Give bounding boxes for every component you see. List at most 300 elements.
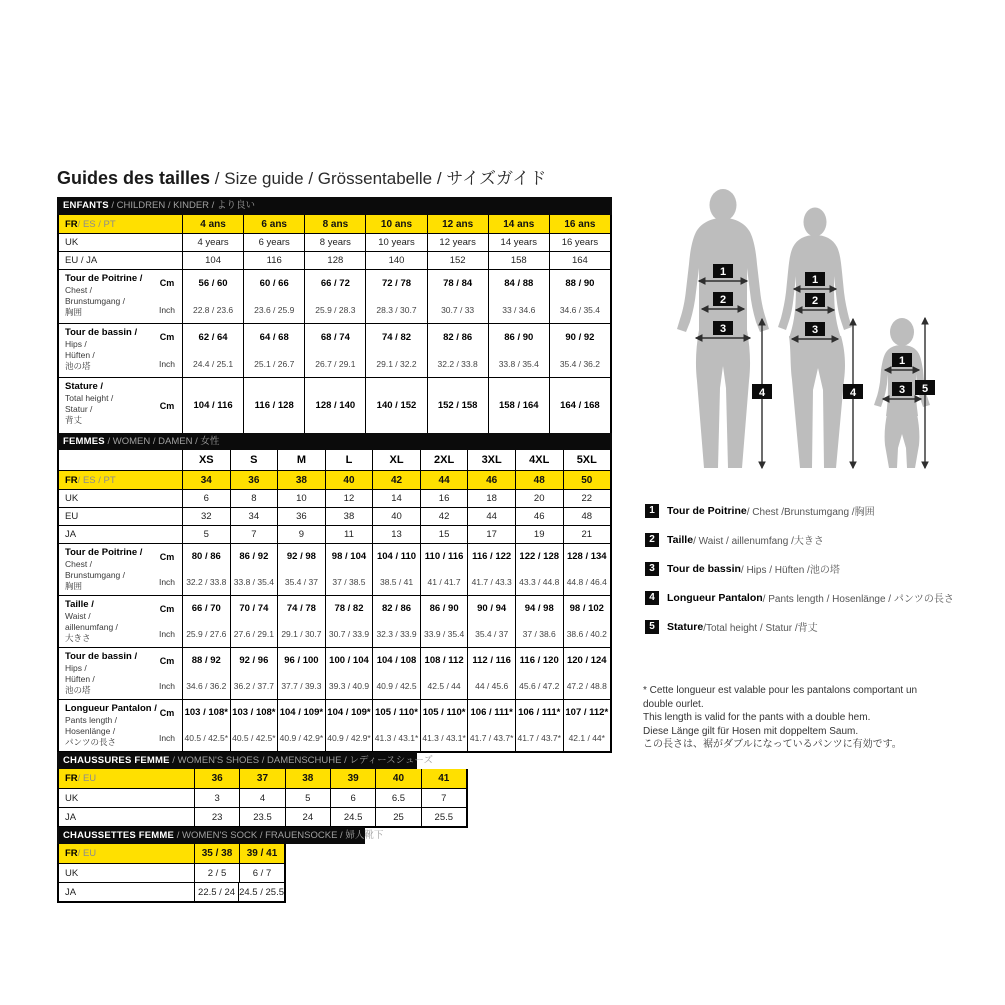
enfants-euja-row	[59, 251, 610, 269]
cm-value-cell: 70 / 74	[230, 596, 278, 622]
size-cell: 24	[285, 808, 330, 826]
unit-column	[152, 596, 182, 647]
row-label-main: UK	[65, 867, 79, 879]
measure-name: Tour de Poitrine /	[65, 273, 143, 284]
cm-value-cell: 86 / 90	[420, 596, 468, 622]
cm-value-cell: 122 / 128	[515, 544, 563, 570]
size-cell: 42	[372, 471, 420, 489]
inch-value-cell: 27.6 / 29.1	[230, 622, 278, 648]
inch-value-cell: 40.5 / 42.5*	[182, 726, 230, 752]
size-cell: 48	[515, 471, 563, 489]
size-cell: 15	[420, 526, 468, 543]
row-label-main: JA	[65, 811, 77, 823]
inch-value-cell: 41.7 / 43.7*	[515, 726, 563, 752]
cm-value-cell: 116 / 122	[467, 544, 515, 570]
inch-value-cell: 40.9 / 42.5	[372, 674, 420, 700]
inch-value-cell: 41.7 / 43.3	[467, 570, 515, 596]
legend-number-badge: 1	[645, 504, 659, 518]
cm-values-row	[182, 596, 610, 622]
inch-value-cell: 25.9 / 27.6	[182, 622, 230, 648]
socks-ja-row	[59, 882, 284, 901]
size-cell: 4 years	[182, 234, 243, 251]
cm-value-cell: 86 / 92	[230, 544, 278, 570]
legend-item	[645, 619, 954, 634]
cm-value-cell: 88 / 90	[549, 270, 610, 297]
measure-translation-line: Hips /	[65, 663, 87, 673]
inch-value-cell: 24.4 / 25.1	[182, 351, 243, 378]
measure-label	[59, 648, 152, 699]
cm-value-cell: 104 / 116	[182, 378, 243, 433]
unit-cm-label: Cm	[159, 278, 175, 289]
size-letter-cell: XL	[372, 450, 420, 470]
size-cell: 42	[420, 508, 468, 525]
size-cell: 23	[194, 808, 239, 826]
legend-term: Tour de Poitrine	[667, 504, 747, 517]
femmes-uk-cells	[182, 490, 610, 507]
size-cell: 14 years	[488, 234, 549, 251]
legend-item	[645, 503, 954, 518]
measure-translation-line: Hosenlänge /	[65, 726, 116, 736]
size-cell: 44	[467, 508, 515, 525]
measure-translation-line: aillenumfang /	[65, 622, 118, 632]
row-label-main: FR	[65, 848, 78, 859]
inch-value-cell: 38.6 / 40.2	[563, 622, 611, 648]
table-shoes	[57, 752, 468, 828]
row-label	[59, 471, 182, 489]
legend-translations: / Chest /Brunstumgang /胸囲	[746, 507, 875, 518]
cm-value-cell: 78 / 82	[325, 596, 373, 622]
femmes-uk-row	[59, 489, 610, 507]
measure-translation-line: Hüften /	[65, 350, 95, 360]
unit-inch-label: Inch	[158, 304, 176, 315]
unit-cm-label: Cm	[159, 332, 175, 343]
cm-value-cell: 128 / 140	[304, 378, 365, 433]
row-label	[59, 883, 194, 901]
legend-number-badge: 5	[645, 620, 659, 634]
measure-translation-line: 胸囲	[65, 581, 83, 591]
size-cell: 12 ans	[427, 215, 488, 233]
cm-value-cell: 104 / 110	[372, 544, 420, 570]
cm-value-cell: 105 / 110*	[420, 700, 468, 726]
size-cell: 6 years	[243, 234, 304, 251]
size-letter-cell: S	[230, 450, 278, 470]
size-cell: 116	[243, 252, 304, 269]
measurement-legend	[645, 503, 954, 634]
measure-label	[59, 270, 152, 323]
row-label-sub: / EU	[77, 773, 97, 784]
size-cell: 37	[239, 769, 284, 788]
legend-translations: / Waist / aillenumfang /大きさ	[693, 536, 824, 547]
measure-translation-line: 池の塔	[65, 685, 91, 695]
inch-value-cell: 30.7 / 33	[427, 297, 488, 324]
size-cell: 40	[372, 508, 420, 525]
footnote-line: double ourlet.	[643, 698, 704, 710]
cm-value-cell: 66 / 72	[304, 270, 365, 297]
cm-value-cell: 74 / 82	[365, 324, 426, 351]
size-cell: 6.5	[375, 789, 420, 807]
cm-value-cell: 107 / 112*	[563, 700, 611, 726]
cm-value-cell: 62 / 64	[182, 324, 243, 351]
inch-value-cell: 37.7 / 39.3	[277, 674, 325, 700]
size-cell: 40	[375, 769, 420, 788]
socks-header-bar	[57, 827, 384, 844]
size-cell: 164	[549, 252, 610, 269]
cm-value-cell: 78 / 84	[427, 270, 488, 297]
measure-values	[182, 378, 610, 433]
size-cell: 7	[230, 526, 278, 543]
measure-label	[59, 324, 152, 377]
row-label	[59, 215, 182, 233]
size-cell: 10 ans	[365, 215, 426, 233]
femmes-header-bar	[57, 433, 612, 450]
size-cell: 11	[325, 526, 373, 543]
femmes-eu-cells	[182, 508, 610, 525]
inch-value-cell: 22.8 / 23.6	[182, 297, 243, 324]
cm-value-cell: 103 / 108*	[182, 700, 230, 726]
cm-value-cell: 120 / 124	[563, 648, 611, 674]
measure-translation-line: 大きさ	[65, 633, 91, 643]
size-cell: 41	[421, 769, 466, 788]
row-label-sub: / EU	[77, 848, 97, 859]
row-label	[59, 450, 182, 470]
row-label-main: UK	[65, 493, 79, 504]
size-cell: 12 years	[427, 234, 488, 251]
femmes-ja-row	[59, 525, 610, 543]
size-cell: 38	[277, 471, 325, 489]
unit-inch-label: Inch	[158, 629, 176, 640]
femmes-ja-cells	[182, 526, 610, 543]
row-label-main: EU / JA	[65, 255, 98, 266]
cm-value-cell: 128 / 134	[563, 544, 611, 570]
cm-value-cell: 72 / 78	[365, 270, 426, 297]
measure-name: Longueur Pantalon /	[65, 703, 157, 714]
measure-block	[59, 543, 610, 595]
measure-values	[182, 270, 610, 323]
cm-value-cell: 108 / 112	[420, 648, 468, 674]
row-label	[59, 808, 194, 826]
inch-value-cell: 32.2 / 33.8	[427, 351, 488, 378]
size-cell: 140	[365, 252, 426, 269]
size-cell: 46	[467, 471, 515, 489]
badge-number: 3	[719, 323, 727, 335]
table-femmes	[57, 433, 612, 753]
table-enfants	[57, 197, 612, 435]
cm-value-cell: 152 / 158	[427, 378, 488, 433]
size-cell: 36	[230, 471, 278, 489]
row-label-main: FR	[65, 773, 78, 784]
unit-column	[152, 648, 182, 699]
cm-value-cell: 86 / 90	[488, 324, 549, 351]
inch-values-row	[182, 297, 610, 324]
badge-number: 1	[898, 355, 906, 367]
cm-value-cell: 92 / 98	[277, 544, 325, 570]
legend-term: Tour de bassin	[667, 562, 741, 575]
socks-uk-cells	[194, 864, 284, 882]
unit-inch-label: Inch	[158, 577, 176, 588]
size-cell: 39 / 41	[239, 844, 284, 863]
size-cell: 104	[182, 252, 243, 269]
size-cell: 22	[563, 490, 611, 507]
legend-translations: / Pants length / Hosenlänge / パンツの長さ	[762, 594, 954, 605]
socks-fr-cells	[194, 844, 284, 863]
size-cell: 48	[563, 508, 611, 525]
size-cell: 14	[372, 490, 420, 507]
measure-label	[59, 378, 152, 433]
femmes-fr-cells	[182, 471, 610, 489]
cm-values-row	[182, 378, 610, 433]
socks-ja-cells	[194, 883, 284, 901]
cm-value-cell: 104 / 108	[372, 648, 420, 674]
measure-label	[59, 596, 152, 647]
unit-column	[152, 324, 182, 377]
measure-translation-line: Statur /	[65, 404, 93, 414]
shoes-fr-cells	[194, 769, 466, 788]
socks-header-subtitle: / WOMEN'S SOCK / FRAUENSOCKE / 婦人靴下	[174, 830, 384, 841]
inch-values-row	[182, 351, 610, 378]
size-cell: 3	[194, 789, 239, 807]
measure-translation-line: Hips /	[65, 339, 87, 349]
unit-cm-label: Cm	[159, 400, 175, 411]
shoes-uk-row	[59, 788, 466, 807]
inch-value-cell: 34.6 / 36.2	[182, 674, 230, 700]
row-label-sub: / ES / PT	[77, 218, 116, 230]
unit-column	[152, 270, 182, 323]
measure-block	[59, 595, 610, 647]
measure-translation-line: Hüften /	[65, 674, 95, 684]
measure-values	[182, 700, 610, 751]
size-cell: 8	[230, 490, 278, 507]
unit-cm-label: Cm	[159, 655, 175, 666]
cm-value-cell: 60 / 66	[243, 270, 304, 297]
cm-value-cell: 98 / 104	[325, 544, 373, 570]
inch-value-cell: 35.4 / 37	[277, 570, 325, 596]
legend-number-badge: 2	[645, 533, 659, 547]
size-cell: 17	[467, 526, 515, 543]
measure-values	[182, 648, 610, 699]
size-cell: 38	[325, 508, 373, 525]
inch-value-cell: 43.3 / 44.8	[515, 570, 563, 596]
size-cell: 10	[277, 490, 325, 507]
inch-values-row	[182, 570, 610, 596]
measure-translation-line: 胸囲	[65, 307, 83, 317]
enfants-uk-row	[59, 233, 610, 251]
enfants-header-bar	[57, 197, 612, 215]
page-title-main: Guides des tailles	[57, 168, 211, 188]
cm-value-cell: 90 / 94	[467, 596, 515, 622]
size-cell: 39	[330, 769, 375, 788]
inch-value-cell: 37 / 38.5	[325, 570, 373, 596]
size-cell: 34	[182, 471, 230, 489]
size-cell: 13	[372, 526, 420, 543]
femmes-header-subtitle: / WOMEN / DAMEN / 女性	[104, 436, 220, 447]
legend-item	[645, 590, 954, 605]
row-label	[59, 789, 194, 807]
inch-value-cell: 33.8 / 35.4	[488, 351, 549, 378]
cm-value-cell: 164 / 168	[549, 378, 610, 433]
inch-value-cell: 32.2 / 33.8	[182, 570, 230, 596]
cm-value-cell: 88 / 92	[182, 648, 230, 674]
cm-value-cell: 100 / 104	[325, 648, 373, 674]
legend-translations: / Hips / Hüften /池の塔	[740, 565, 840, 576]
shoes-grid	[57, 769, 468, 828]
inch-value-cell: 33.8 / 35.4	[230, 570, 278, 596]
cm-value-cell: 140 / 152	[365, 378, 426, 433]
legend-term: Stature	[667, 620, 704, 633]
measure-translation-line: 背丈	[65, 415, 83, 425]
footnote-line: Diese Länge gilt für Hosen mit doppeltem Saum.	[643, 725, 859, 737]
size-cell: 23.5	[239, 808, 284, 826]
measure-translation-line: Chest /	[65, 285, 92, 295]
cm-value-cell: 92 / 96	[230, 648, 278, 674]
footnote-line: This length is valid for the pants with a double hem.	[643, 712, 871, 723]
size-cell: 9	[277, 526, 325, 543]
table-socks	[57, 827, 384, 903]
cm-values-row	[182, 700, 610, 726]
inch-value-cell: 42.5 / 44	[420, 674, 468, 700]
stature-block	[59, 377, 610, 433]
shoes-ja-cells	[194, 808, 466, 826]
cm-value-cell: 66 / 70	[182, 596, 230, 622]
femmes-header-title: FEMMES	[63, 436, 105, 447]
inch-value-cell: 39.3 / 40.9	[325, 674, 373, 700]
socks-grid	[57, 844, 286, 903]
page-title	[57, 164, 546, 189]
size-cell: 36	[277, 508, 325, 525]
size-letter-cell: 2XL	[420, 450, 468, 470]
size-cell: 6	[330, 789, 375, 807]
size-cell: 10 years	[365, 234, 426, 251]
row-label-main: UK	[65, 792, 79, 804]
size-cell: 20	[515, 490, 563, 507]
cm-value-cell: 94 / 98	[515, 596, 563, 622]
cm-values-row	[182, 270, 610, 297]
enfants-header-title: ENFANTS	[63, 200, 109, 211]
size-cell: 24.5	[330, 808, 375, 826]
size-cell: 21	[563, 526, 611, 543]
row-label	[59, 769, 194, 788]
shoes-fr-row	[59, 769, 466, 788]
socks-header-title: CHAUSSETTES FEMME	[63, 830, 175, 841]
size-cell: 7	[421, 789, 466, 807]
unit-cm-label: Cm	[159, 603, 175, 614]
badge-number: 2	[811, 295, 819, 307]
size-letter-cell: L	[325, 450, 373, 470]
cm-value-cell: 112 / 116	[467, 648, 515, 674]
cm-value-cell: 82 / 86	[372, 596, 420, 622]
legend-item	[645, 561, 954, 576]
cm-value-cell: 104 / 109*	[325, 700, 373, 726]
femmes-sizes-cells	[182, 450, 610, 470]
femmes-sizes-row	[59, 450, 610, 470]
cm-value-cell: 80 / 86	[182, 544, 230, 570]
enfants-grid	[57, 215, 612, 435]
measure-name: Tour de bassin /	[65, 327, 138, 338]
measure-block	[59, 647, 610, 699]
woman-silhouette-icon	[778, 208, 852, 469]
inch-value-cell: 23.6 / 25.9	[243, 297, 304, 324]
unit-column	[152, 378, 182, 433]
size-cell: 36	[194, 769, 239, 788]
legend-item	[645, 532, 954, 547]
cm-value-cell: 84 / 88	[488, 270, 549, 297]
row-label	[59, 526, 182, 543]
size-cell: 6	[182, 490, 230, 507]
badge-number: 1	[719, 266, 727, 278]
inch-value-cell: 35.4 / 37	[467, 622, 515, 648]
row-label-main: UK	[65, 237, 79, 248]
size-cell: 14 ans	[488, 215, 549, 233]
unit-inch-label: Inch	[158, 358, 176, 369]
measure-translation-line: Chest /	[65, 559, 92, 569]
cm-value-cell: 56 / 60	[182, 270, 243, 297]
socks-fr-row	[59, 844, 284, 863]
cm-value-cell: 106 / 111*	[515, 700, 563, 726]
inch-values-row	[182, 726, 610, 752]
size-cell: 19	[515, 526, 563, 543]
cm-value-cell: 68 / 74	[304, 324, 365, 351]
cm-value-cell: 158 / 164	[488, 378, 549, 433]
inch-value-cell: 40.9 / 42.9*	[277, 726, 325, 752]
shoes-header-title: CHAUSSURES FEMME	[63, 755, 170, 766]
row-label-main: JA	[65, 886, 77, 898]
inch-value-cell: 32.3 / 33.9	[372, 622, 420, 648]
shoes-header-subtitle: / WOMEN'S SHOES / DAMENSCHUHE / レディースシューズ	[169, 755, 433, 766]
size-cell: 2 / 5	[194, 864, 239, 882]
legend-number-badge: 3	[645, 562, 659, 576]
measure-name: Taille /	[65, 599, 94, 610]
size-cell: 5	[182, 526, 230, 543]
legend-number-badge: 4	[645, 591, 659, 605]
size-cell: 46	[515, 508, 563, 525]
cm-value-cell: 105 / 110*	[372, 700, 420, 726]
inch-value-cell: 40.5 / 42.5*	[230, 726, 278, 752]
inch-value-cell: 37 / 38.6	[515, 622, 563, 648]
inch-value-cell: 28.3 / 30.7	[365, 297, 426, 324]
size-cell: 8 years	[304, 234, 365, 251]
row-label-main: JA	[65, 529, 77, 540]
measure-label	[59, 700, 157, 751]
measure-translation-line: 池の塔	[65, 361, 91, 371]
measure-label	[59, 544, 152, 595]
measure-translation-line: Total height /	[65, 393, 114, 403]
size-cell: 35 / 38	[194, 844, 239, 863]
size-cell: 25	[375, 808, 420, 826]
measure-values	[182, 596, 610, 647]
footnote-line: この長さは、裾がダブルになっているパンツに有効です。	[643, 739, 902, 750]
size-cell: 18	[467, 490, 515, 507]
row-label	[59, 234, 182, 251]
size-letter-cell: XS	[182, 450, 230, 470]
femmes-fr-row	[59, 470, 610, 489]
unit-column	[152, 544, 182, 595]
inch-value-cell: 30.7 / 33.9	[325, 622, 373, 648]
measure-block	[59, 699, 610, 751]
legend-term: Longueur Pantalon	[667, 591, 763, 604]
unit-inch-label: Inch	[158, 681, 176, 692]
size-cell: 25.5	[421, 808, 466, 826]
measure-block	[59, 323, 610, 377]
cm-value-cell: 82 / 86	[427, 324, 488, 351]
unit-cm-label: Cm	[159, 707, 175, 718]
pants-length-footnote	[643, 684, 983, 752]
page-title-sub: / Size guide / Grössentabelle / サイズガイド	[210, 169, 547, 188]
cm-value-cell: 116 / 128	[243, 378, 304, 433]
inch-value-cell: 35.4 / 36.2	[549, 351, 610, 378]
inch-value-cell: 36.2 / 37.7	[230, 674, 278, 700]
unit-column	[152, 700, 182, 751]
inch-value-cell: 41.7 / 43.7*	[467, 726, 515, 752]
size-cell: 32	[182, 508, 230, 525]
